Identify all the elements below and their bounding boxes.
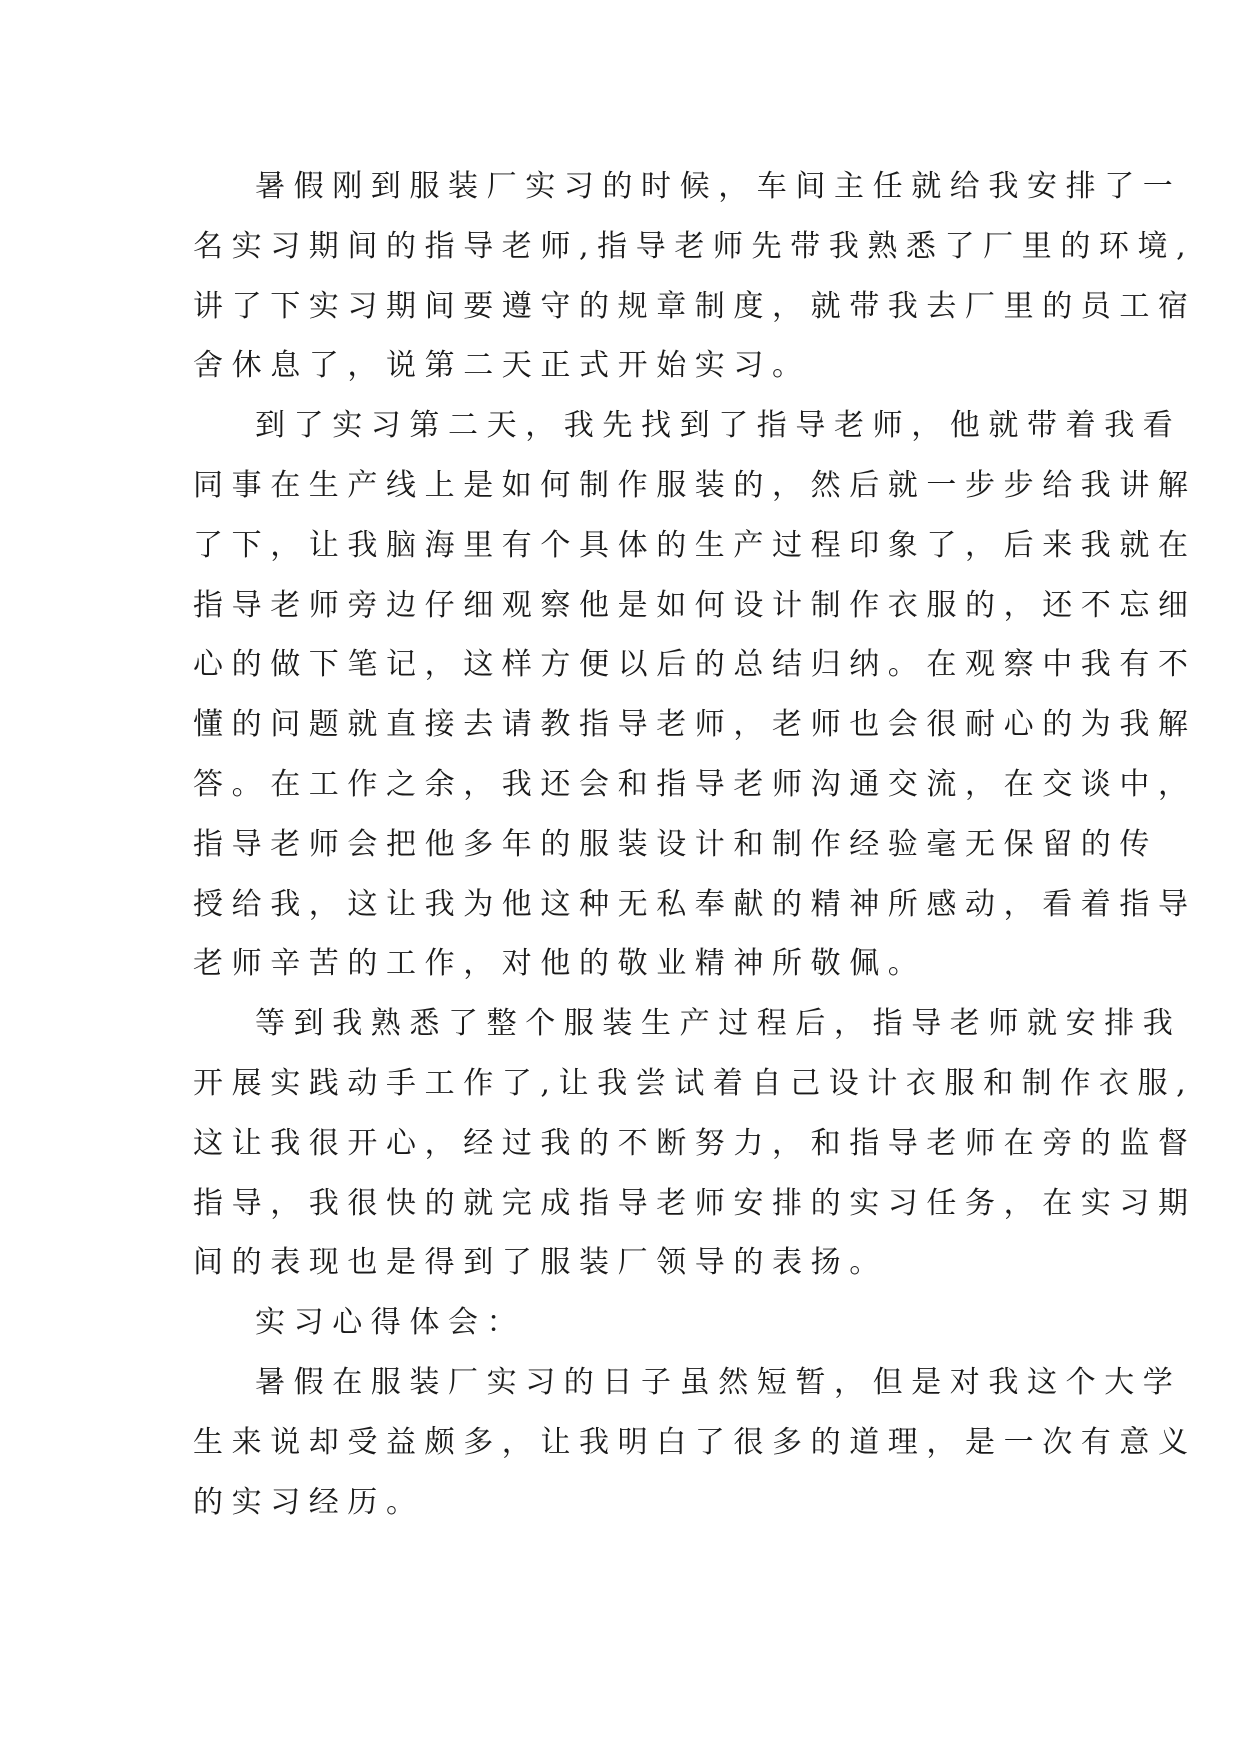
paragraph-line: 暑假刚到服装厂实习的时候，车间主任就给我安排了一 bbox=[255, 169, 1182, 204]
paragraph-line: 这让我很开心，经过我的不断努力，和指导老师在旁的监督 bbox=[193, 1125, 1197, 1161]
paragraph-line: 舍休息了，说第二天正式开始实习。 bbox=[193, 348, 811, 384]
paragraph-line: 暑假在服装厂实习的日子虽然短暂，但是对我这个大学 bbox=[255, 1364, 1182, 1400]
paragraph-line: 的实习经历。 bbox=[193, 1484, 425, 1520]
paragraph-1 bbox=[193, 157, 1197, 396]
paragraph-line: 生来说却受益颇多，让我明白了很多的道理，是一次有意义 bbox=[193, 1424, 1197, 1460]
paragraph-line: 指导老师旁边仔细观察他是如何设计制作衣服的，还不忘细 bbox=[193, 587, 1197, 623]
paragraph-4 bbox=[193, 1353, 1197, 1532]
paragraph-line: 开展实践动手工作了,让我尝试着自己设计衣服和制作衣服, bbox=[193, 1065, 1195, 1101]
paragraph-2 bbox=[193, 396, 1197, 994]
paragraph-line: 名实习期间的指导老师,指导老师先带我熟悉了厂里的环境, bbox=[193, 228, 1195, 264]
section-heading bbox=[193, 1293, 1098, 1353]
paragraph-line: 间的表现也是得到了服装厂领导的表扬。 bbox=[193, 1245, 888, 1281]
paragraph-line: 同事在生产线上是如何制作服装的，然后就一步步给我讲解 bbox=[193, 467, 1197, 503]
paragraph-line: 懂的问题就直接去请教指导老师，老师也会很耐心的为我解 bbox=[193, 707, 1197, 743]
paragraph-line: 指导老师会把他多年的服装设计和制作经验毫无保留的传 bbox=[193, 826, 1158, 862]
paragraph-3 bbox=[193, 994, 1197, 1293]
paragraph-line: 答。在工作之余，我还会和指导老师沟通交流，在交谈中， bbox=[193, 766, 1197, 802]
paragraph-line: 到了实习第二天，我先找到了指导老师，他就带着我看 bbox=[255, 408, 1182, 444]
paragraph-line: 了下，让我脑海里有个具体的生产过程印象了，后来我就在 bbox=[193, 527, 1197, 563]
heading-text: 实习心得体会： bbox=[255, 1305, 526, 1341]
document-body bbox=[193, 157, 1197, 1532]
paragraph-line: 老师辛苦的工作，对他的敬业精神所敬佩。 bbox=[193, 946, 927, 982]
paragraph-line: 授给我，这让我为他这种无私奉献的精神所感动，看着指导 bbox=[193, 886, 1197, 922]
paragraph-line: 讲了下实习期间要遵守的规章制度，就带我去厂里的员工宿 bbox=[193, 288, 1197, 324]
paragraph-line: 指导，我很快的就完成指导老师安排的实习任务，在实习期 bbox=[193, 1185, 1197, 1221]
paragraph-line: 等到我熟悉了整个服装生产过程后，指导老师就安排我 bbox=[255, 1006, 1182, 1042]
paragraph-line: 心的做下笔记，这样方便以后的总结归纳。在观察中我有不 bbox=[193, 647, 1197, 683]
